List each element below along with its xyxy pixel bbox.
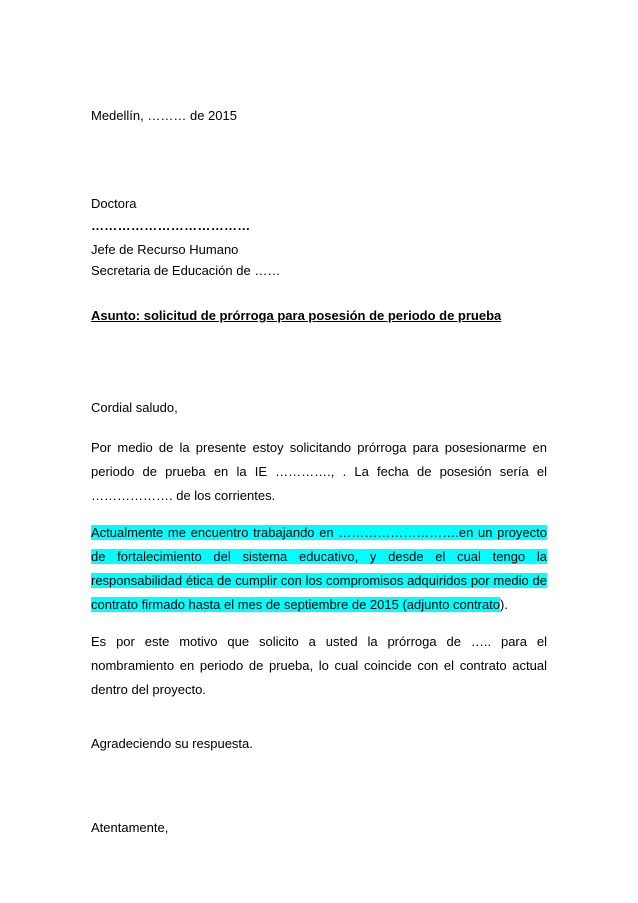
recipient-name-placeholder: ………………………………	[91, 218, 251, 233]
subject-line: Asunto: solicitud de prórroga para posesión de periodo de prueba	[91, 308, 502, 323]
greeting: Cordial saludo,	[91, 400, 178, 415]
paragraph-current-work	[91, 521, 547, 617]
paragraph-reason: Es por este motivo que solicito a usted la prórroga de ….. para el nombramiento en periodo de prueba, lo cual coincide con el contrato actual dentro del proyecto.	[91, 634, 547, 697]
paragraph-tail: ).	[500, 597, 508, 612]
recipient-office: Secretaria de Educación de ……	[91, 263, 281, 278]
recipient-title: Doctora	[91, 196, 137, 211]
highlighted-text: Actualmente me encuentro trabajando en ……………………….en un proyecto de fortalecimiento del sistema educativo, y desde el cual tengo la responsabilidad ética de cumplir con los compromisos adquiridos por medio de contrato firmado hasta el mes de septiembre de 2015 (adjunto contrato	[91, 525, 547, 612]
closing-line: Atentamente,	[91, 820, 169, 835]
thanks-line: Agradeciendo su respuesta.	[91, 736, 253, 751]
place-date: Medellín, ……… de 2015	[91, 108, 237, 123]
paragraph-request: Por medio de la presente estoy solicitando prórroga para posesionarme en periodo de prueba en la IE …………., . La fecha de posesión sería el ………………. de los corrientes.	[91, 440, 547, 503]
recipient-position: Jefe de Recurso Humano	[91, 242, 239, 257]
